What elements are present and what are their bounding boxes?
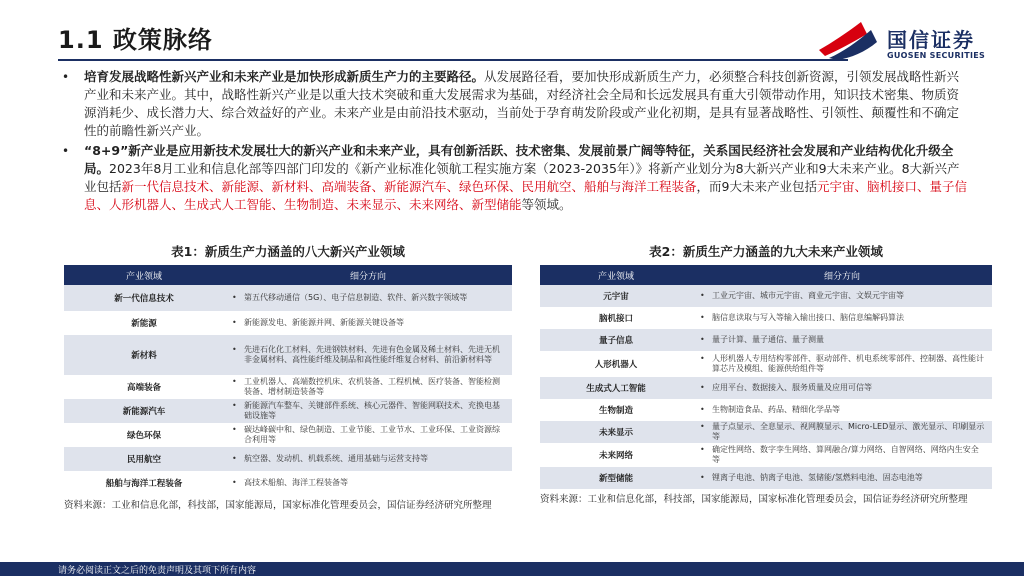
row-detail-cell xyxy=(692,443,992,467)
row-category: 新材料 xyxy=(64,335,224,375)
bullet-dot-icon: • xyxy=(232,318,237,327)
table-row xyxy=(540,377,992,399)
row-category: 绿色环保 xyxy=(64,423,224,447)
table-row xyxy=(64,447,512,471)
logo-chinese-name: 国信证券 xyxy=(887,28,975,52)
bullet-item xyxy=(58,68,970,140)
row-category: 人形机器人 xyxy=(540,351,692,377)
table1-header-detail: 细分方向 xyxy=(224,265,512,285)
row-detail-cell xyxy=(692,329,992,351)
row-category: 生成式人工智能 xyxy=(540,377,692,399)
table-row xyxy=(540,351,992,377)
title-divider xyxy=(58,59,848,61)
table-row xyxy=(540,421,992,443)
table2-caption: 表2：新质生产力涵盖的九大未来产业领域 xyxy=(649,244,883,259)
table-row xyxy=(540,443,992,467)
row-detail-cell xyxy=(692,467,992,489)
bullet-dot-icon: • xyxy=(700,422,705,431)
bullet-text: ，而9大未来产业包括 xyxy=(696,179,817,194)
row-detail-cell xyxy=(224,399,512,423)
table1-caption: 表1：新质生产力涵盖的八大新兴产业领域 xyxy=(171,244,405,259)
row-detail-cell xyxy=(224,375,512,399)
bullet-dot-icon: • xyxy=(232,345,237,354)
row-detail-cell xyxy=(224,447,512,471)
bullet-dot-icon: • xyxy=(232,401,237,410)
bullet-dot-icon: • xyxy=(232,425,237,434)
row-detail: 先进石化化工材料、先进钢铁材料、先进有色金属及稀土材料、先进无机非金属材料、高性能纤维及制品和高性能纤维复合材料、前沿新材料等 xyxy=(244,345,500,364)
row-detail: 量子点显示、全息显示、视网膜显示、Micro-LED显示、激光显示、印刷显示等 xyxy=(712,422,985,441)
row-detail: 航空器、发动机、机载系统、通用基础与运营支持等 xyxy=(244,454,428,463)
row-detail-cell xyxy=(692,351,992,377)
row-detail: 碳达峰碳中和、绿色制造、工业节能、工业节水、工业环保、工业资源综合利用等 xyxy=(244,425,500,444)
bullet-list xyxy=(58,68,970,214)
brand-logo xyxy=(815,20,1015,64)
row-detail: 高技术船舶、海洋工程装备等 xyxy=(244,478,348,487)
row-detail: 第五代移动通信（5G）、电子信息制造、软件、新兴数字领域等 xyxy=(244,293,468,302)
table-row xyxy=(540,285,992,307)
row-category: 新能源汽车 xyxy=(64,399,224,423)
footer-disclaimer: 请务必阅读正文之后的免责声明及其项下所有内容 xyxy=(58,566,257,576)
table2-header-category: 产业领域 xyxy=(540,265,692,285)
guosen-logo-icon xyxy=(815,20,881,60)
row-category: 新一代信息技术 xyxy=(64,285,224,311)
bullet-dot-icon: • xyxy=(232,454,237,463)
row-category: 新能源 xyxy=(64,311,224,335)
row-category: 未来显示 xyxy=(540,421,692,443)
table-row xyxy=(64,471,512,495)
row-detail: 新能源汽车整车、关键部件系统、核心元器件、智能网联技术、充换电基础设施等 xyxy=(244,401,500,420)
row-category: 民用航空 xyxy=(64,447,224,471)
row-detail-cell xyxy=(224,335,512,375)
bullet-dot-icon: • xyxy=(62,70,70,84)
bullet-dot-icon: • xyxy=(232,293,237,302)
table2-header-detail: 细分方向 xyxy=(692,265,992,285)
row-category: 高端装备 xyxy=(64,375,224,399)
highlighted-text: 元宇宙、脑机接口、量子信息、人形机器人、生成式人工智能、生物制造、未来显示、未来网络、新型储能 xyxy=(84,179,968,212)
row-detail: 脑信息读取与写入等输入输出接口、脑信息编解码算法 xyxy=(712,313,904,322)
table-row xyxy=(64,285,512,311)
table-row xyxy=(540,307,992,329)
row-detail-cell xyxy=(224,285,512,311)
footer-bar xyxy=(0,562,1024,576)
bullet-dot-icon: • xyxy=(700,383,705,392)
row-detail: 人形机器人专用结构零部件、驱动部件、机电系统零部件、控制器、高性能计算芯片及模组、能源供给组件等 xyxy=(712,354,984,373)
row-category: 量子信息 xyxy=(540,329,692,351)
row-detail-cell xyxy=(692,307,992,329)
table1-header-category: 产业领域 xyxy=(64,265,224,285)
row-detail: 生物制造食品、药品、精细化学品等 xyxy=(712,405,840,414)
row-detail-cell xyxy=(224,471,512,495)
row-category: 新型储能 xyxy=(540,467,692,489)
slide-header xyxy=(0,0,1024,66)
row-detail: 工业元宇宙、城市元宇宙、商业元宇宙、文娱元宇宙等 xyxy=(712,291,904,300)
row-detail: 锂离子电池、钠离子电池、氢储能/氢燃料电池、固态电池等 xyxy=(712,473,923,482)
row-detail-cell xyxy=(224,423,512,447)
bullet-dot-icon: • xyxy=(700,405,705,414)
highlighted-text: 新一代信息技术、新能源、新材料、高端装备、新能源汽车、绿色环保、民用航空、船舶与海洋工程装备 xyxy=(121,179,697,194)
bullet-text: 从发展路径看，要加快形成新质生产力，必须整合科技创新资源，引领发展战略性新兴产业和未来产业。其中，战略性新兴产业是以重大技术突破和重大发展需求为基础，对经济社会全局和长远发展具有重大引领带动作用，知识技术密集、物质资源消耗少、成长潜力大、综合效益好的产业。未来产业是由前沿技术驱动，当前处于孕育萌发阶段或产业化初期，是具有显著战略性、引领性、颠覆性和不确定性的前瞻性新兴产业。 xyxy=(84,69,960,138)
table2 xyxy=(540,265,992,489)
bullet-lead-text: 培育发展战略性新兴产业和未来产业是加快形成新质生产力的主要路径。 xyxy=(84,69,485,84)
row-detail-cell xyxy=(692,377,992,399)
table2-source: 资料来源：工业和信息化部，科技部，国家能源局，国家标准化管理委员会，国信证券经济研究所整理 xyxy=(540,494,968,505)
logo-english-name: GUOSEN SECURITIES xyxy=(887,51,986,60)
row-category: 元宇宙 xyxy=(540,285,692,307)
table-row xyxy=(540,399,992,421)
row-category: 船舶与海洋工程装备 xyxy=(64,471,224,495)
table1-block xyxy=(64,243,512,512)
row-detail: 新能源发电、新能源并网、新能源关键设备等 xyxy=(244,318,404,327)
table-row xyxy=(64,399,512,423)
table1-source: 资料来源：工业和信息化部，科技部，国家能源局，国家标准化管理委员会，国信证券经济研究所整理 xyxy=(64,500,492,511)
row-category: 脑机接口 xyxy=(540,307,692,329)
table-row xyxy=(540,329,992,351)
table1 xyxy=(64,265,512,495)
bullet-dot-icon: • xyxy=(700,354,705,363)
row-category: 未来网络 xyxy=(540,443,692,467)
bullet-dot-icon: • xyxy=(700,335,705,344)
row-detail-cell xyxy=(692,285,992,307)
bullet-dot-icon: • xyxy=(700,313,705,322)
bullet-lead-text: “8+9”新产业是应用新技术发展壮大的新兴产业和未来产业，具有创新活跃、技术密集、发展前景广阔等特征，关系国民经济社会发展和产业结构优化升级全局。 xyxy=(84,143,954,176)
bullet-text: 等领域。 xyxy=(521,197,572,212)
page-title: 1.1 政策脉络 xyxy=(58,26,213,54)
bullet-dot-icon: • xyxy=(62,144,70,158)
bullet-item xyxy=(58,142,970,214)
table-row xyxy=(540,467,992,489)
table2-block xyxy=(540,243,992,506)
table-row xyxy=(64,423,512,447)
bullet-dot-icon: • xyxy=(232,377,237,386)
table-row xyxy=(64,311,512,335)
bullet-dot-icon: • xyxy=(700,291,705,300)
bullet-dot-icon: • xyxy=(700,473,705,482)
row-detail-cell xyxy=(692,399,992,421)
table-row xyxy=(64,375,512,399)
row-detail-cell xyxy=(692,421,992,443)
row-detail: 工业机器人、高端数控机床、农机装备、工程机械、医疗装备、智能检测装备、增材制造装备等 xyxy=(244,377,500,396)
row-detail: 量子计算、量子通信、量子测量 xyxy=(712,335,824,344)
row-detail: 应用平台、数据接入、服务质量及应用可信等 xyxy=(712,383,872,392)
bullet-dot-icon: • xyxy=(700,445,705,454)
bullet-dot-icon: • xyxy=(232,478,237,487)
bullet-text: 2023年8月工业和信息化部等四部门印发的《新产业标准化领航工程实施方案（2023-2035年）》将新产业划分为8大新兴产业和9大未来产业。8大新兴产业包括 xyxy=(84,161,960,194)
row-detail-cell xyxy=(224,311,512,335)
row-category: 生物制造 xyxy=(540,399,692,421)
table-row xyxy=(64,335,512,375)
row-detail: 确定性网络、数字孪生网络、算网融合/算力网络、自智网络、网络内生安全等 xyxy=(712,445,979,464)
